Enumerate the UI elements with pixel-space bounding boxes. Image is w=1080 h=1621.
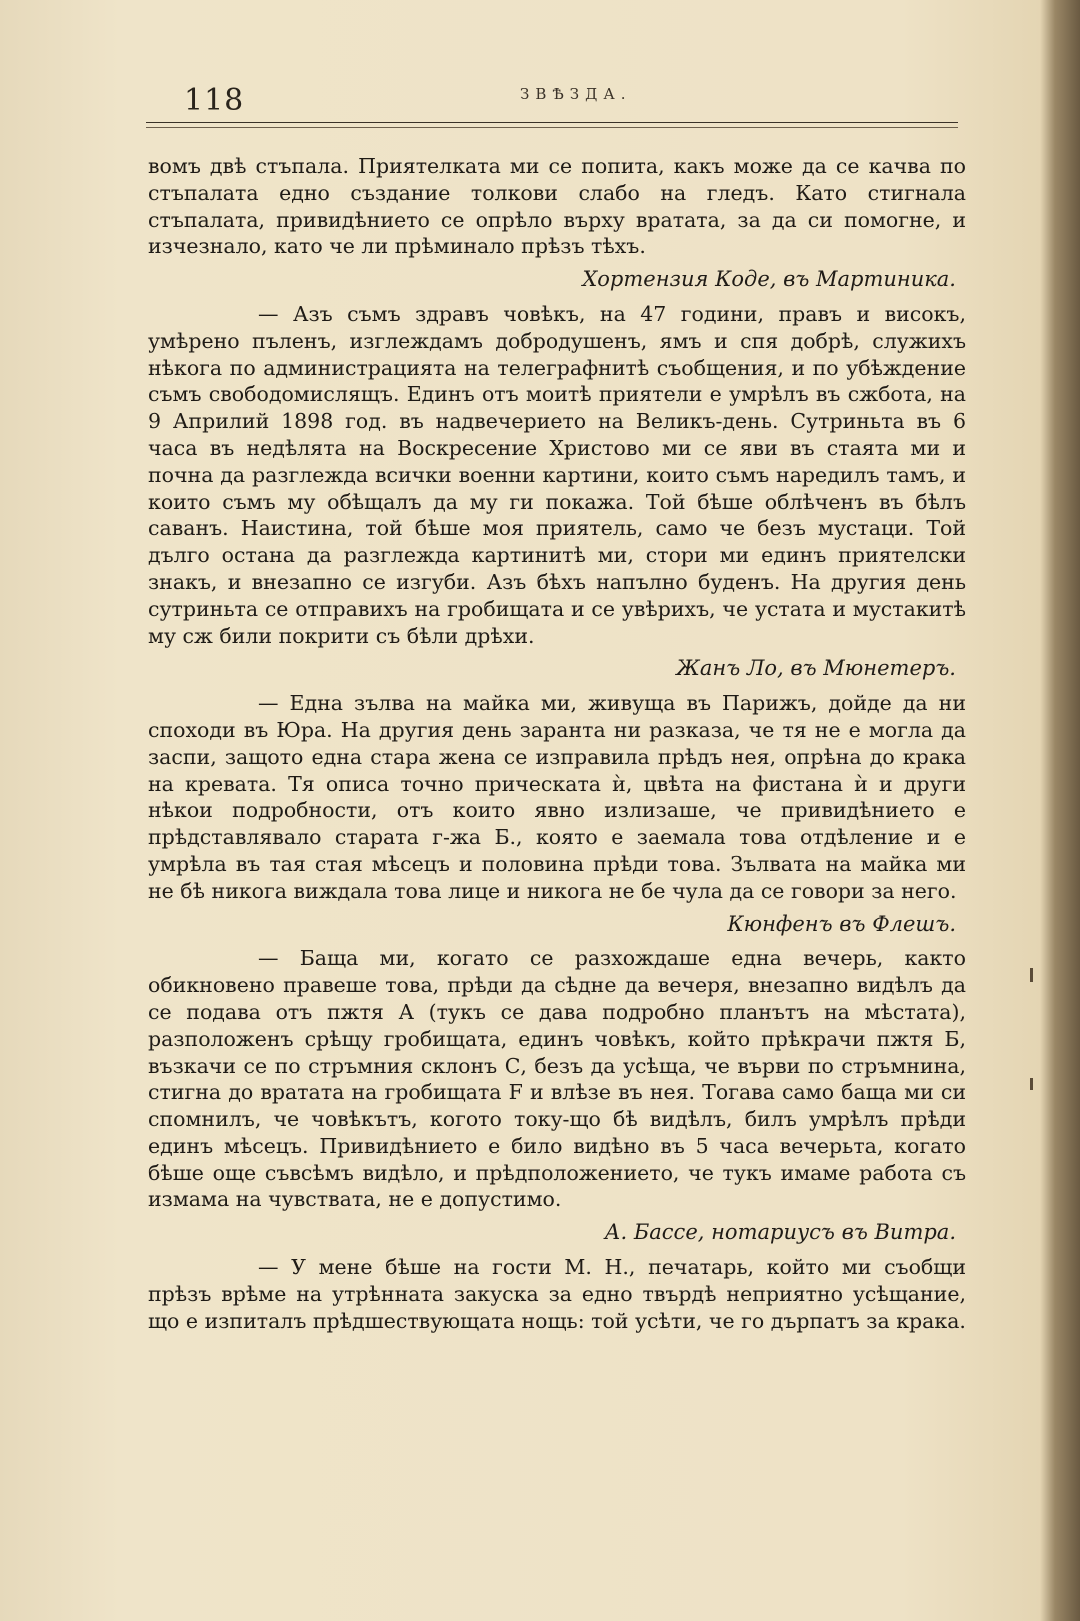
entry-1-text: вомъ двѣ стъпала. Приятелката ми се попита, какъ може да се качва по стъпалата едно създание толкови слабо на гледъ. Като стигнала стъпалата, привидѣнието се опрѣло върху вратата, за да си помогне, и изчезнало, като че ли прѣминало прѣзъ тѣхъ.: [148, 154, 966, 259]
entry-4-text: — Баща ми, когато се разхождаше една вечерь, както обикновено правеше това, прѣди да сѣдне да вечеря, внезапно видѣлъ да се подава отъ пжтя А (тукъ се дава подробно планътъ на мѣстата), разположенъ срѣщу гробищата, единъ човѣкъ, който прѣкрачи пжтя Б, възкачи се по стръмния склонъ С, безъ да усѣща, че върви по стръмнина, стигна до вратата на гробищата F и влѣзе въ нея. Тогава само баща ми си спомнилъ, че човѣкътъ, когото току-що бѣ видѣлъ, билъ умрѣлъ прѣди единъ мѣсецъ. Привидѣнието е било видѣно въ 5 часа вечерьта, когато бѣше още съвсѣмъ видѣло, и прѣдположението, че тукъ имаме работа съ измама на чувствата, не е допустимо.: [148, 946, 966, 1212]
running-title: ЗВѢЗДА.: [520, 85, 632, 103]
entry-5-text: — У мене бѣше на гости М. Н., печатарь, който ми съобщи прѣзъ врѣме на утрѣнната закуска за едно твърдѣ неприятно усѣщание, що е изпиталъ прѣдшествующата нощь: той усѣти, че го дърпатъ за крака.: [148, 1255, 966, 1333]
entry-2-text: — Азъ съмъ здравъ човѣкъ, на 47 години, правъ и високъ, умѣрено пъленъ, изглеждамъ добродушенъ, ямъ и спя добрѣ, служихъ нѣкога по администрацията на телеграфнитѣ съобщения, и по убѣждение съмъ свободомислящъ. Единъ отъ моитѣ приятели е умрѣлъ въ сжбота, на 9 Априлий 1898 год. въ надвечерието на Великъ-день. Сутриньта въ 6 часа въ недѣлята на Воскресение Христово ми се яви въ стаята ми и почна да разглежда всички военни картини, които съмъ наредилъ тамъ, и които съмъ му обѣщалъ да му ги покажа. Той бѣше облѣченъ въ бѣлъ саванъ. Наистина, той бѣше моя приятель, само че безъ мустаци. Той дълго остана да разглежда картинитѣ ми, стори ми единъ приятелски знакъ, и внезапно се изгуби. Азъ бѣхъ напълно буденъ. На другия день сутриньта се отправихъ на гробищата и се увѣрихъ, че устата и мустакитѣ му сж били покрити съ бѣли дрѣхи.: [148, 301, 966, 648]
margin-mark: [1030, 968, 1033, 982]
entry-2-signature: Жанъ Ло, въ Мюнетеръ.: [676, 656, 956, 681]
page-number: 118: [184, 83, 245, 118]
entry-4-signature: А. Бассе, нотариусъ въ Витра.: [604, 1220, 956, 1245]
entry-3-text: — Една зълва на майка ми, живуща въ Парижъ, дойде да ни споходи въ Юра. На другия день заранта ни разказа, че тя не е могла да заспи, защото една стара жена се изправила прѣдъ нея, опрѣна до крака на кревата. Тя описа точно прическата ѝ, цвѣта на фистана ѝ и други нѣкои подробности, отъ които явно излизаше, че привидѣнието е прѣдставлявало старата г-жа Б., която е заемала това отдѣление и е умрѣла въ тая стая мѣсецъ и половина прѣди това. Зълвата на майка ми не бѣ никога виждала това лице и никога не бе чула да се говори за него.: [148, 691, 966, 903]
body-text: [148, 153, 966, 1334]
entry-3-signature: Кюнфенъ въ Флешъ.: [727, 911, 956, 936]
entry-1-signature: Хортензия Коде, въ Мартиника.: [582, 267, 956, 292]
margin-mark: [1030, 1078, 1033, 1090]
header-rule: [146, 122, 958, 128]
